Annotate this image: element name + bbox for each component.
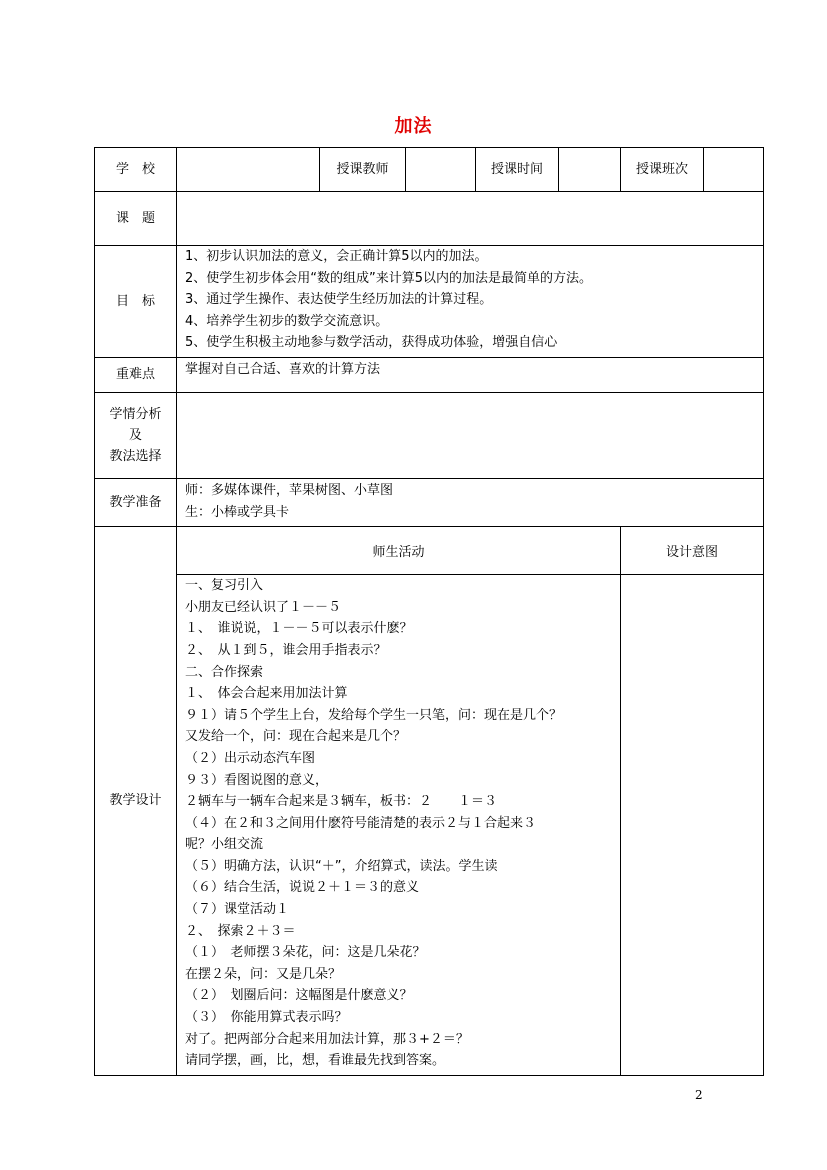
- activity-line: 对了。把两部分合起来用加法计算，那３+２＝？: [185, 1031, 469, 1047]
- activity-line: ９１）请５个学生上台，发给每个学生一只笔，问：现在是几个？: [185, 707, 563, 723]
- time-value: [559, 148, 621, 192]
- class-value: [704, 148, 764, 192]
- design-label: 教学设计: [95, 527, 177, 1076]
- header-row: [95, 148, 764, 192]
- goals-label: 目 标: [95, 246, 177, 358]
- analysis-label: [95, 392, 177, 478]
- activity-line: 请同学摆，画，比，想，看谁最先找到答案。: [185, 1053, 446, 1069]
- analysis-label-line: 教法选择: [109, 448, 162, 464]
- goals-list: [177, 246, 764, 358]
- activity-line: ９３）看图说图的意义，: [185, 772, 329, 788]
- design-header-row: [95, 527, 764, 575]
- topic-label: 课 题: [95, 192, 177, 246]
- preparation-item: 师：多媒体课件，苹果树图、小草图: [185, 482, 394, 498]
- goal-item: 1、初步认识加法的意义，会正确计算5以内的加法。: [185, 249, 488, 264]
- activity-line: ２辆车与一辆车合起来是３辆车，板书：２ １＝３: [185, 794, 498, 810]
- page-number: 2: [695, 1088, 703, 1102]
- activity-line: １、 体会合起来用加法计算: [185, 686, 348, 702]
- key-points-value: [177, 357, 764, 392]
- lesson-plan-table: [94, 147, 764, 1076]
- key-points-row: [95, 357, 764, 392]
- activity-line: （７）课堂活动１: [185, 902, 290, 918]
- activity-line: （４）在２和３之间用什麽符号能清楚的表示２与１合起来３: [185, 815, 537, 831]
- analysis-row: [95, 392, 764, 478]
- goal-item: 3、通过学生操作、表达使学生经历加法的计算过程。: [185, 292, 493, 308]
- intent-content: [621, 575, 764, 1076]
- teacher-value: [406, 148, 476, 192]
- design-content-row: [95, 575, 764, 1076]
- goal-item: 5、使学生积极主动地参与数学活动，获得成功体验，增强自信心: [185, 335, 558, 351]
- activity-column-header: 师生活动: [177, 527, 621, 575]
- activity-line: （３） 你能用算式表示吗？: [185, 1010, 348, 1026]
- class-label: 授课班次: [621, 148, 704, 192]
- activity-line: 二、合作探索: [185, 664, 264, 680]
- activity-line: 又发给一个，问：现在合起来是几个？: [185, 729, 407, 745]
- activity-line: （６）结合生活，说说２＋１＝３的意义: [185, 880, 420, 896]
- time-label: 授课时间: [476, 148, 559, 192]
- school-value: [177, 148, 320, 192]
- document-title: 加法: [394, 116, 433, 137]
- goals-row: [95, 246, 764, 358]
- preparation-list: [177, 478, 764, 526]
- activity-line: ２、 从１到５，谁会用手指表示？: [185, 642, 387, 658]
- goal-item: 4、培养学生初步的数学交流意识。: [185, 313, 389, 329]
- analysis-label-line: 及: [128, 427, 142, 443]
- activity-content: [177, 575, 621, 1076]
- activity-line: （１） 老师摆３朵花，问：这是几朵花？: [185, 945, 426, 961]
- activity-line: 呢？小组交流: [185, 837, 264, 853]
- analysis-value: [177, 392, 764, 478]
- activity-line: （２）出示动态汽车图: [185, 750, 316, 766]
- activity-line: 小朋友已经认识了１－－５: [185, 599, 342, 615]
- topic-value: [177, 192, 764, 246]
- activity-line: 一、复习引入: [185, 578, 264, 594]
- activity-line: （２） 划圈后问：这幅图是什麽意义？: [185, 988, 413, 1004]
- goal-item: 2、使学生初步体会用“数的组成”来计算5以内的加法是最简单的方法。: [185, 270, 593, 286]
- preparation-item: 生：小棒或学具卡: [185, 504, 290, 520]
- teacher-label: 授课教师: [320, 148, 406, 192]
- preparation-row: [95, 478, 764, 526]
- analysis-label-line: 学情分析: [109, 406, 162, 422]
- activity-line: ２、 探索２＋３＝: [185, 923, 296, 939]
- activity-line: １、 谁说说，１－－５可以表示什麽？: [185, 621, 413, 637]
- key-points-text: 掌握对自己合适、喜欢的计算方法: [185, 361, 381, 377]
- school-label: 学 校: [95, 148, 177, 192]
- activity-line: 在摆２朵，问：又是几朵？: [185, 966, 342, 982]
- intent-column-header: 设计意图: [621, 527, 764, 575]
- topic-row: [95, 192, 764, 246]
- activity-line: （５）明确方法，认识“＋”，介绍算式，读法。学生读: [185, 858, 498, 874]
- key-points-label: 重难点: [95, 357, 177, 392]
- preparation-label: 教学准备: [95, 478, 177, 526]
